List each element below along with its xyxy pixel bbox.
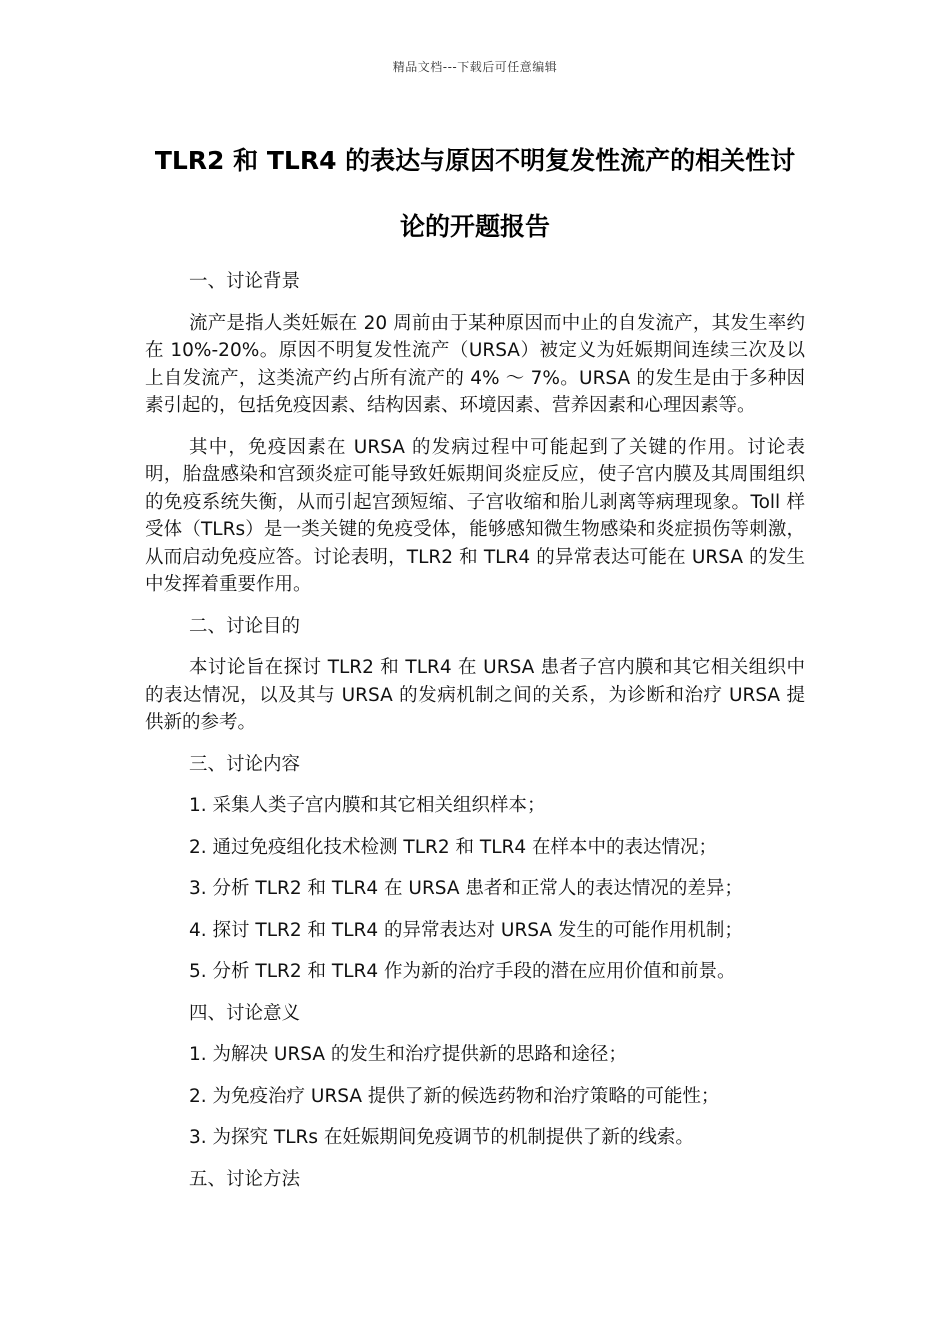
content-item-2: 2. 通过免疫组化技术检测 TLR2 和 TLR4 在样本中的表达情况； xyxy=(189,836,718,858)
content-item-3: 3. 分析 TLR2 和 TLR4 在 URSA 患者和正常人的表达情况的差异； xyxy=(189,878,743,899)
section-heading-content: 三、讨论内容 xyxy=(189,753,301,775)
section-heading-purpose: 二、讨论目的 xyxy=(189,615,301,637)
content-item-4: 4. 探讨 TLR2 和 TLR4 的异常表达对 URSA 发生的可能作用机制； xyxy=(189,919,743,941)
header-note: 精品文档---下载后可任意编辑 xyxy=(392,60,558,74)
content-item-5: 5. 分析 TLR2 和 TLR4 作为新的治疗手段的潜在应用价值和前景。 xyxy=(189,961,736,982)
document-body xyxy=(145,268,805,1207)
section-heading-method: 五、讨论方法 xyxy=(189,1168,301,1190)
background-paragraph-2: 其中，免疫因素在 URSA 的发病过程中可能起到了关键的作用。讨论表明，胎盘感染和宫颈炎症可能导致妊娠期间炎症反应，使子宫内膜及其周围组织的免疫系统失衡，从而引起宫颈短缩、子宫收缩和胎儿剥离等病理现象。Toll 样受体（TLRs）是一类关键的免疫受体，能够感知微生物感染和炎症损伤等刺激，从而启动免疫应答。讨论表明，TLR2 和 TLR4 的异常表达可能在 URSA 的发生中发挥着重要作用。 xyxy=(145,436,805,595)
significance-item-3: 3. 为探究 TLRs 在妊娠期间免疫调节的机制提供了新的线索。 xyxy=(189,1127,694,1148)
section-heading-background: 一、讨论背景 xyxy=(189,271,301,292)
content-item-1: 1. 采集人类子宫内膜和其它相关组织样本； xyxy=(189,795,546,816)
background-paragraph-1: 流产是指人类妊娠在 20 周前由于某种原因而中止的自发流产，其发生率约在 10%-20%。原因不明复发性流产（URSA）被定义为妊娠期间连续三次及以上自发流产，这类流产约占所有流产的 4% ～ 7%。URSA 的发生是由于多种因素引起的，包括免疫因素、结构因素、环境因素、营养因素和心理因素等。 xyxy=(145,312,805,416)
significance-item-2: 2. 为免疫治疗 URSA 提供了新的候选药物和治疗策略的可能性； xyxy=(189,1085,720,1107)
document-title: TLR2 和 TLR4 的表达与原因不明复发性流产的相关性讨论的开题报告 xyxy=(154,146,796,241)
significance-item-1: 1. 为解决 URSA 的发生和治疗提供新的思路和途径； xyxy=(189,1044,627,1065)
section-heading-significance: 四、讨论意义 xyxy=(189,1002,301,1024)
purpose-paragraph: 本讨论旨在探讨 TLR2 和 TLR4 在 URSA 患者子宫内膜和其它相关组织中的表达情况，以及其与 URSA 的发病机制之间的关系，为诊断和治疗 URSA 提供新的参考。 xyxy=(145,657,805,733)
